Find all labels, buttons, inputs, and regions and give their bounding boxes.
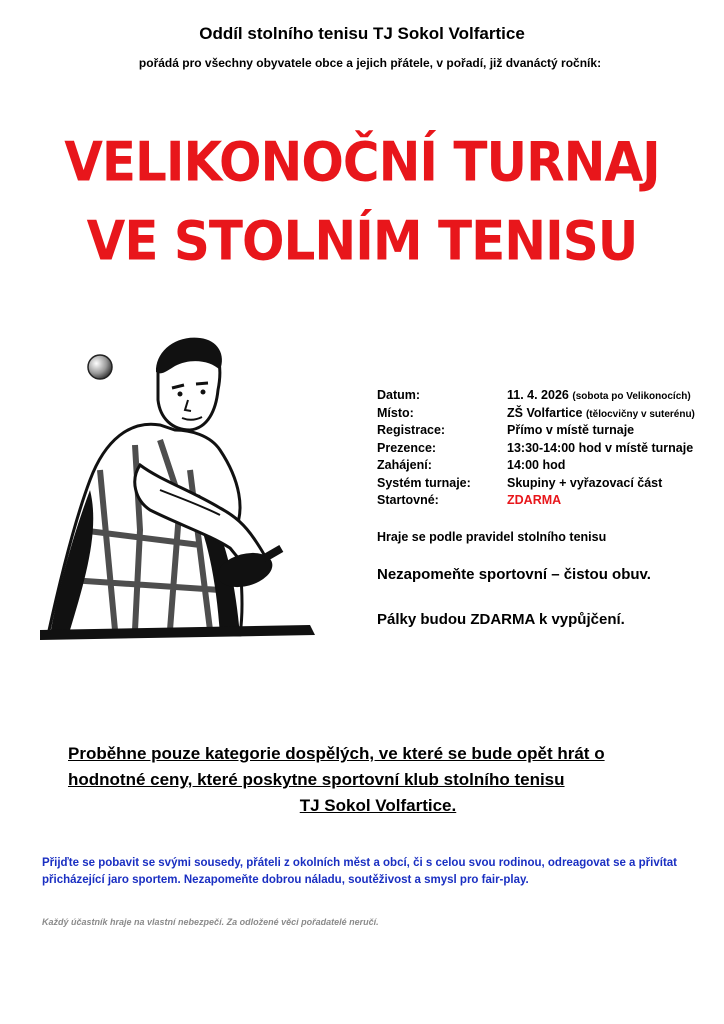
invitation-text: Přijďte se pobavit se svými sousedy, přáteli z okolních měst a obcí, či s celou svou rodinou, odreagovat se a přivítat přicházející jaro sportem. Nezapomeňte dobrou náladu, soutěživost a smysl pro fair-play. bbox=[42, 857, 677, 886]
detail-note: (tělocvičny v suterénu) bbox=[585, 408, 695, 420]
detail-value-free: ZDARMA bbox=[507, 493, 562, 507]
disclaimer-text: Každý účastník hraje na vlastní nebezpečí. Za odložené věci pořadatelé neručí. bbox=[42, 917, 379, 927]
detail-row-check-in bbox=[377, 441, 695, 459]
category-line-3: TJ Sokol Volfartice. bbox=[299, 796, 457, 815]
detail-value: 11. 4. 2026 (sobota po Velikonocích) bbox=[507, 388, 691, 402]
intro-text: pořádá pro všechny obyvatele obce a jejich přátele, v pořadí, již dvanáctý ročník: bbox=[138, 56, 602, 70]
title-line-2: VE STOLNÍM TENISU bbox=[86, 209, 638, 273]
category-line-1: Proběhne pouze kategorie dospělých, ve které se bude opět hrát o bbox=[68, 744, 605, 763]
detail-label: Registrace: bbox=[377, 423, 446, 437]
bats-note: Pálky budou ZDARMA k vypůjčení. bbox=[377, 611, 625, 628]
detail-row-fee bbox=[377, 493, 695, 511]
table-tennis-player-illustration bbox=[40, 330, 330, 645]
detail-label: Zahájení: bbox=[377, 458, 432, 472]
detail-label: Místo: bbox=[377, 405, 414, 420]
detail-label: Datum: bbox=[377, 388, 421, 402]
detail-value: 14:00 hod bbox=[507, 458, 566, 472]
category-line-2: hodnotné ceny, které poskytne sportovní klub stolního tenisu bbox=[68, 770, 565, 789]
detail-value: ZŠ Volfartice (tělocvičny v suterénu) bbox=[507, 405, 695, 420]
shoes-note: Nezapomeňte sportovní – čistou obuv. bbox=[377, 566, 651, 583]
title-line-1: VELIKONOČNÍ TURNAJ bbox=[64, 130, 660, 194]
detail-value: 13:30-14:00 hod v místě turnaje bbox=[507, 440, 694, 455]
detail-row-registration bbox=[377, 423, 695, 441]
detail-label: Systém turnaje: bbox=[377, 475, 471, 490]
detail-row-date bbox=[377, 388, 695, 406]
detail-row-start bbox=[377, 458, 695, 476]
rules-note: Hraje se podle pravidel stolního tenisu bbox=[377, 530, 607, 544]
detail-value: Přímo v místě turnaje bbox=[507, 423, 635, 437]
category-announcement bbox=[68, 741, 688, 819]
detail-label: Startovné: bbox=[377, 493, 439, 507]
detail-label: Prezence: bbox=[377, 440, 437, 455]
ball-icon bbox=[88, 355, 112, 379]
detail-row-place bbox=[377, 406, 695, 424]
tournament-details bbox=[377, 388, 695, 511]
detail-note: (sobota po Velikonocích) bbox=[572, 391, 691, 402]
detail-row-system bbox=[377, 476, 695, 494]
detail-value: Skupiny + vyřazovací část bbox=[507, 475, 663, 490]
organizer-heading: Oddíl stolního tenisu TJ Sokol Volfartice bbox=[199, 24, 525, 43]
